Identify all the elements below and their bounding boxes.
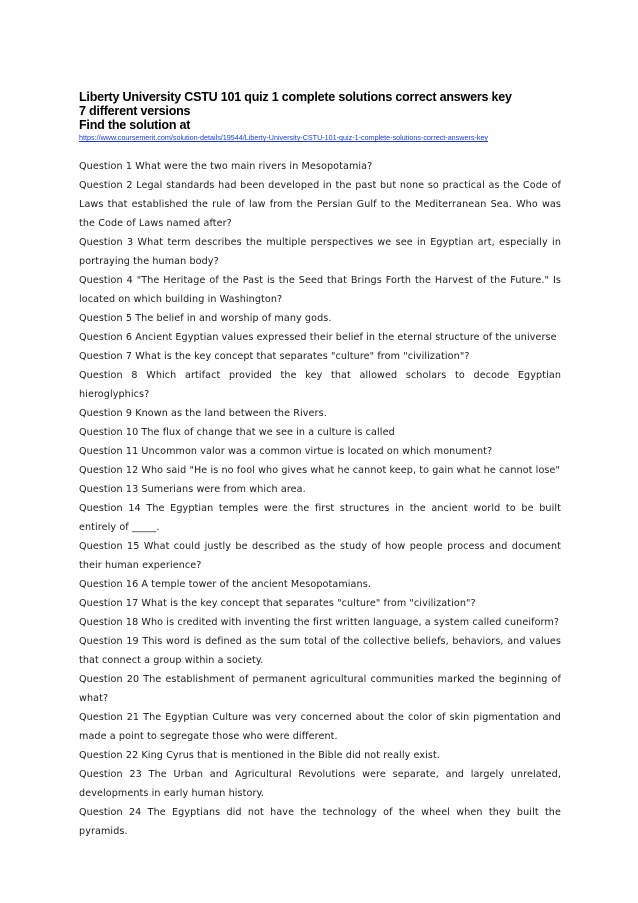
question-18: Question 18 Who is credited with inventing the first written language, a system called cuneiform? [79,617,560,628]
question-23: Question 23 The Urban and Agricultural Revolutions were separate, and largely unrelated, developments in early human history. [79,769,561,799]
document-page [79,90,561,841]
question-21: Question 21 The Egyptian Culture was very concerned about the color of skin pigmentation and made a point to segregate those who were different. [79,712,561,742]
question-14: Question 14 The Egyptian temples were the first structures in the ancient world to be built entirely of _____. [79,503,561,533]
question-3: Question 3 What term describes the multiple perspectives we see in Egyptian art, especially in portraying the human body? [79,237,561,267]
question-10: Question 10 The flux of change that we see in a culture is called [79,427,395,438]
question-19: Question 19 This word is defined as the sum total of the collective beliefs, behaviors, and values that connect a group within a society. [79,636,561,666]
question-24: Question 24 The Egyptians did not have the technology of the wheel when they built the pyramids. [79,807,561,837]
question-11: Question 11 Uncommon valor was a common virtue is located on which monument? [79,446,493,457]
question-20: Question 20 The establishment of permanent agricultural communities marked the beginning of what? [79,674,561,704]
question-6: Question 6 Ancient Egyptian values expressed their belief in the eternal structure of the universe [79,332,557,343]
question-7: Question 7 What is the key concept that separates "culture" from "civilization"? [79,351,470,362]
question-4: Question 4 "The Heritage of the Past is the Seed that Brings Forth the Harvest of the Future." Is located on which building in Washington? [79,275,561,305]
document-title: Liberty University CSTU 101 quiz 1 complete solutions correct answers key [79,90,512,104]
solution-heading: Find the solution at [79,118,191,132]
document-header [79,90,561,132]
document-subtitle: 7 different versions [79,104,191,118]
question-17: Question 17 What is the key concept that separates "culture" from "civilization"? [79,598,476,609]
question-2: Question 2 Legal standards had been developed in the past but none so practical as the Code of Laws that established the rule of law from the Persian Gulf to the Mediterranean Sea. Who was the Code of Laws named after? [79,180,561,229]
question-5: Question 5 The belief in and worship of many gods. [79,313,332,324]
solution-link[interactable]: https://www.coursemerit.com/solution-details/19544/Liberty-University-CSTU-101-quiz-1-complete-solutions-correct-answers-key [79,133,489,142]
question-8: Question 8 Which artifact provided the key that allowed scholars to decode Egyptian hieroglyphics? [79,370,561,400]
question-12: Question 12 Who said "He is no fool who gives what he cannot keep, to gain what he cannot lose" [79,465,561,476]
question-list [79,157,561,841]
question-22: Question 22 King Cyrus that is mentioned in the Bible did not really exist. [79,750,440,761]
question-13: Question 13 Sumerians were from which area. [79,484,306,495]
question-1: Question 1 What were the two main rivers in Mesopotamia? [79,161,373,172]
question-9: Question 9 Known as the land between the Rivers. [79,408,327,419]
question-15: Question 15 What could justly be described as the study of how people process and document their human experience? [79,541,561,571]
question-16: Question 16 A temple tower of the ancient Mesopotamians. [79,579,371,590]
